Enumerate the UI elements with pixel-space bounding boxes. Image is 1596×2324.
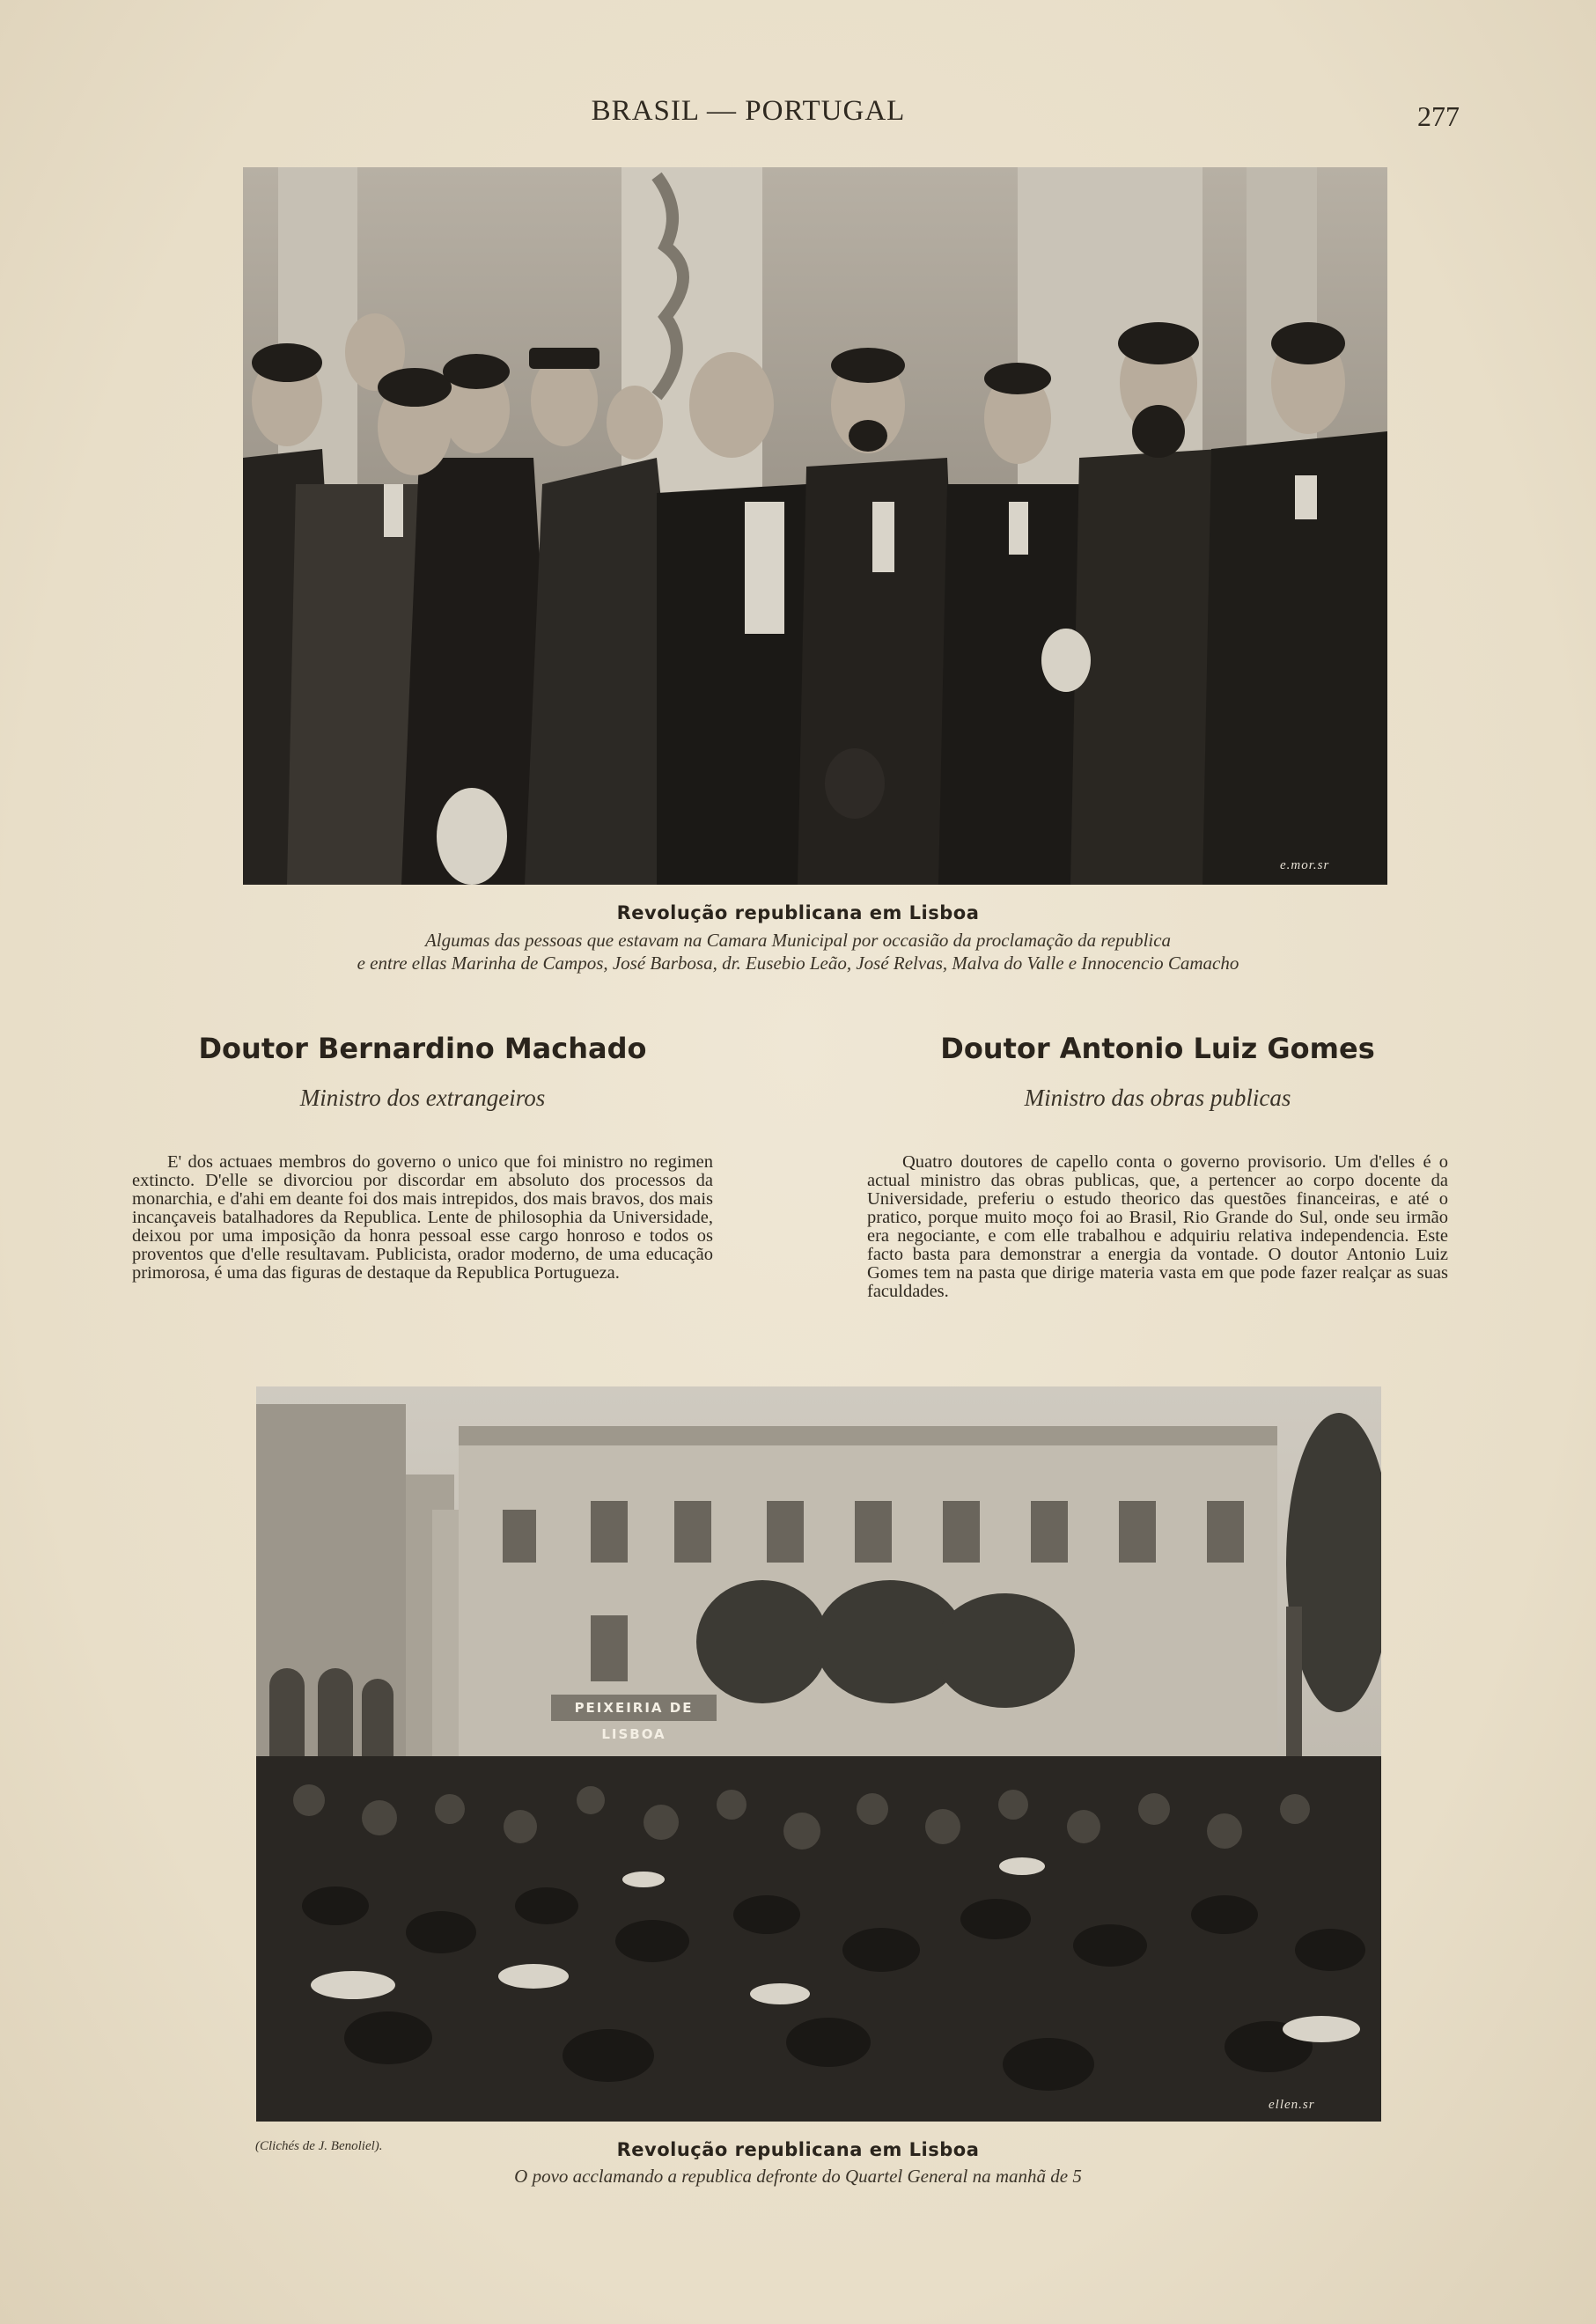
article-body: Quatro doutores de capello conta o governo provisorio. Um d'elles é o actual ministro das obras publicas, que, a pertencer ao corpo docente da Universidade, preferiu o estudo theorico das questões financeiras, e até o pratico, porque muito moço foi ao Brasil, Rio Grande do Sul, onde seu irmão era negociante, e com elle trabalhou e adquiriu relativa independencia. Este facto basta para demonstrar a energia da vontade. O doutor Antonio Luiz Gomes tem na pasta que dirige materia vasta em que pode fazer realçar as suas faculdades. (867, 1152, 1448, 1301)
article-bernardino-machado (132, 1032, 713, 1283)
top-caption-line-2: e entre ellas Marinha de Campos, José Barbosa, dr. Eusebio Leão, José Relvas, Malva do Valle e Innocencio Camacho (357, 952, 1239, 974)
top-caption-heading: Revolução republicana em Lisboa (616, 902, 980, 923)
photographer-signature: ellen.sr (1269, 2098, 1315, 2112)
photographer-signature: e.mor.sr (1280, 858, 1330, 872)
article-subtitle: Ministro dos extrangeiros (299, 1085, 546, 1111)
article-title: Doutor Antonio Luiz Gomes (940, 1032, 1375, 1065)
article-body: E' dos actuaes membros do governo o unico que foi ministro no regimen extincto. D'elle se divorciou por discordar em absoluto dos processos da monarchia, e d'ahi em deante foi dos mais intrepidos, dos mais bravos, dos mais incançaveis batalhadores da Republica. Lente de philosophia da Universidade, deixou por uma imposição da honra pessoal esse cargo honroso e todos os proventos que d'elle resultavam. Publicista, orador moderno, de uma educação primorosa, é uma das figuras de destaque da Republica Portugueza. (132, 1152, 713, 1283)
group-portrait-photo (243, 167, 1387, 885)
top-caption-line-1: Algumas das pessoas que estavam na Camara Municipal por occasião da proclamação da republica (424, 930, 1172, 951)
bottom-caption-line-1: O povo acclamando a republica defronte do Quartel General na manhã de 5 (514, 2166, 1082, 2187)
bottom-caption-heading: Revolução republicana em Lisboa (616, 2139, 980, 2160)
shop-sign: PEIXEIRIA DE LISBOA (551, 1695, 717, 1721)
photo-credit: (Clichés de J. Benoliel). (255, 2139, 383, 2153)
article-antonio-luiz-gomes (867, 1032, 1448, 1301)
running-title: BRASIL — PORTUGAL (591, 95, 906, 127)
page-number: 277 (1417, 100, 1460, 132)
article-subtitle: Ministro das obras publicas (1024, 1085, 1291, 1111)
article-title: Doutor Bernardino Machado (198, 1032, 647, 1065)
page-header (0, 95, 1596, 139)
crowd-square-photo (256, 1386, 1381, 2122)
